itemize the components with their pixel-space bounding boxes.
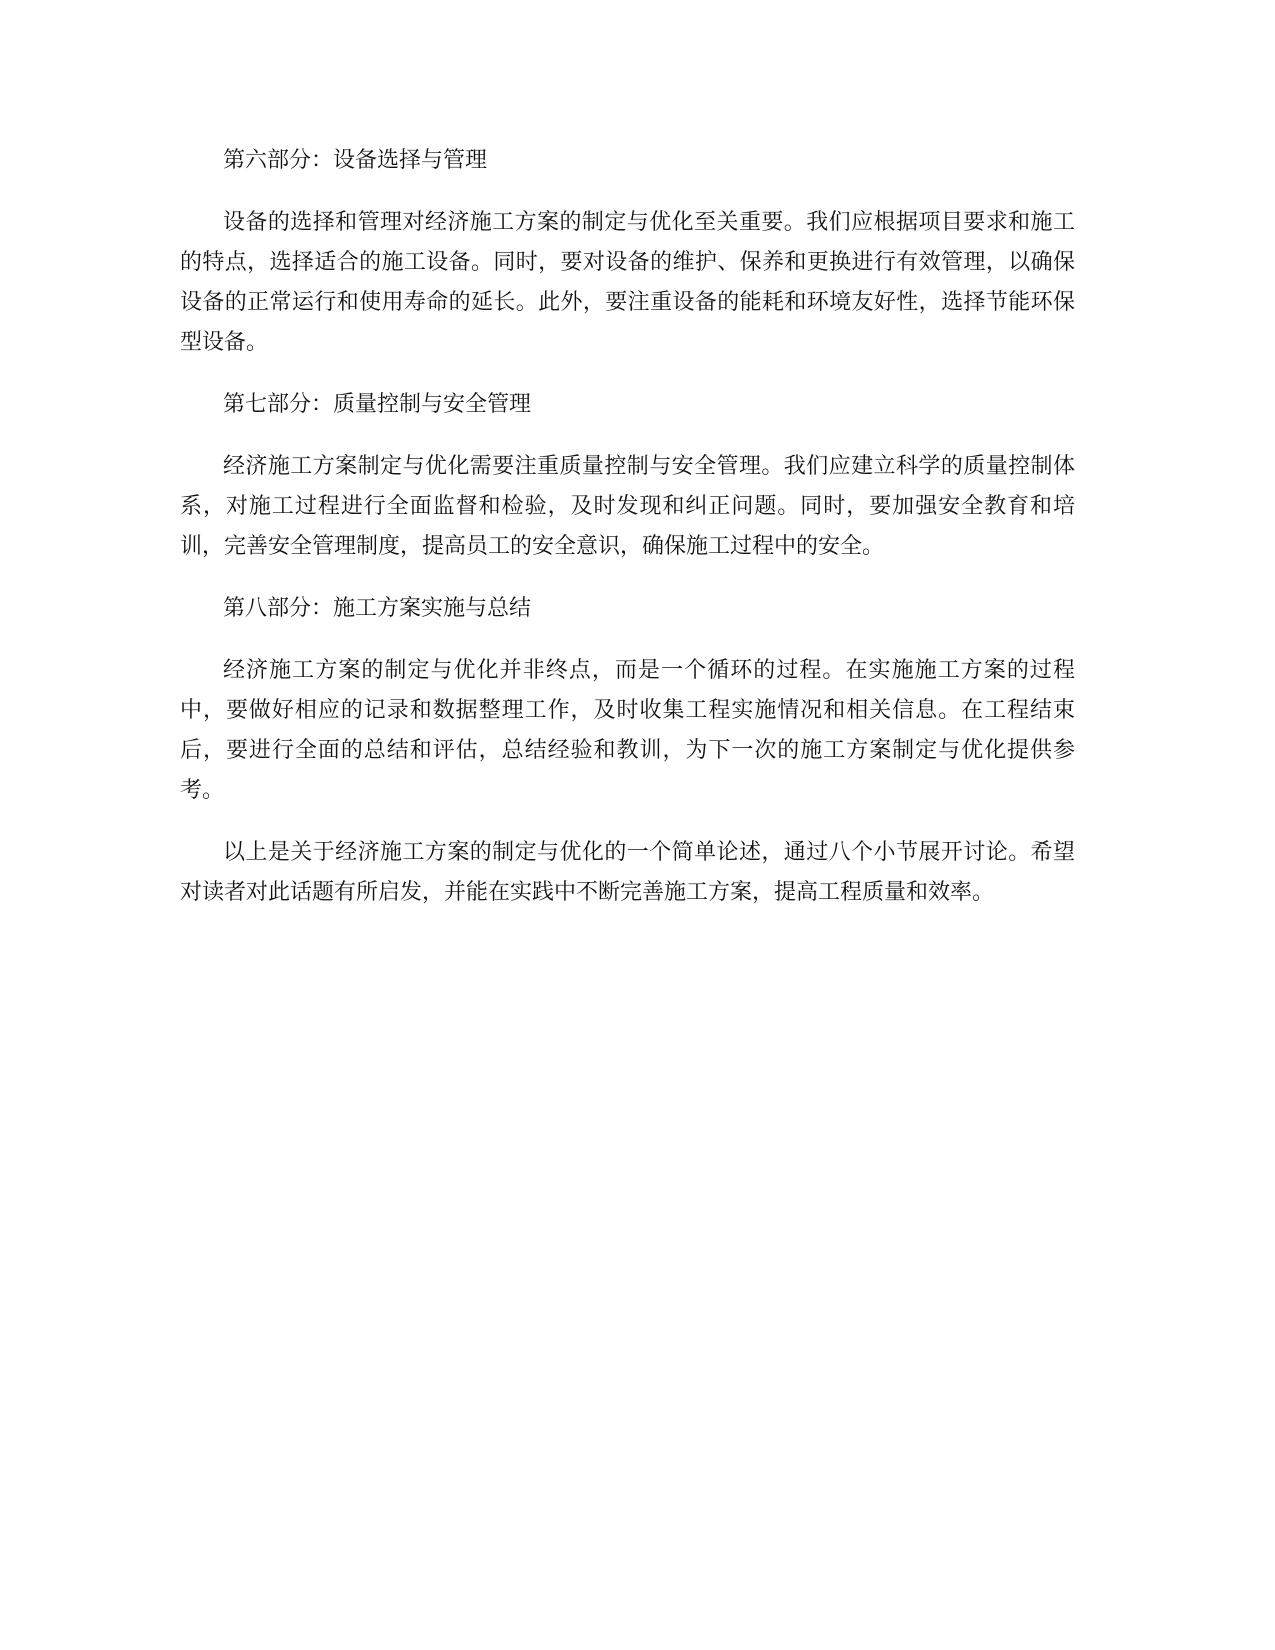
spacer (180, 363, 1075, 385)
spacer (180, 567, 1075, 589)
section-7-paragraph: 经济施工方案制定与优化需要注重质量控制与安全管理。我们应建立科学的质量控制体系，对施工过程进行全面监督和检验，及时发现和纠正问题。同时，要加强安全教育和培训，完善安全管理制度，提高员工的安全意识，确保施工过程中的安全。 (180, 454, 1075, 559)
spacer (180, 425, 1075, 447)
conclusion-paragraph: 以上是关于经济施工方案的制定与优化的一个简单论述，通过八个小节展开讨论。希望对读者对此话题有所启发，并能在实践中不断完善施工方案，提高工程质量和效率。 (180, 840, 1075, 905)
section-8-paragraph: 经济施工方案的制定与优化并非终点，而是一个循环的过程。在实施施工方案的过程中，要做好相应的记录和数据整理工作，及时收集工程实施情况和相关信息。在工程结束后，要进行全面的总结和评估，总结经验和教训，为下一次的施工方案制定与优化提供参考。 (180, 658, 1075, 803)
section-6-paragraph: 设备的选择和管理对经济施工方案的制定与优化至关重要。我们应根据项目要求和施工的特点，选择适合的施工设备。同时，要对设备的维护、保养和更换进行有效管理，以确保设备的正常运行和使用寿命的延长。此外，要注重设备的能耗和环境友好性，选择节能环保型设备。 (180, 210, 1075, 355)
section-8-heading: 第八部分：施工方案实施与总结 (223, 596, 532, 621)
spacer (180, 629, 1075, 651)
spacer (180, 811, 1075, 833)
document-page (180, 141, 1075, 913)
section-6-heading: 第六部分：设备选择与管理 (223, 148, 488, 173)
spacer (180, 181, 1075, 203)
section-7-heading: 第七部分：质量控制与安全管理 (223, 392, 532, 417)
